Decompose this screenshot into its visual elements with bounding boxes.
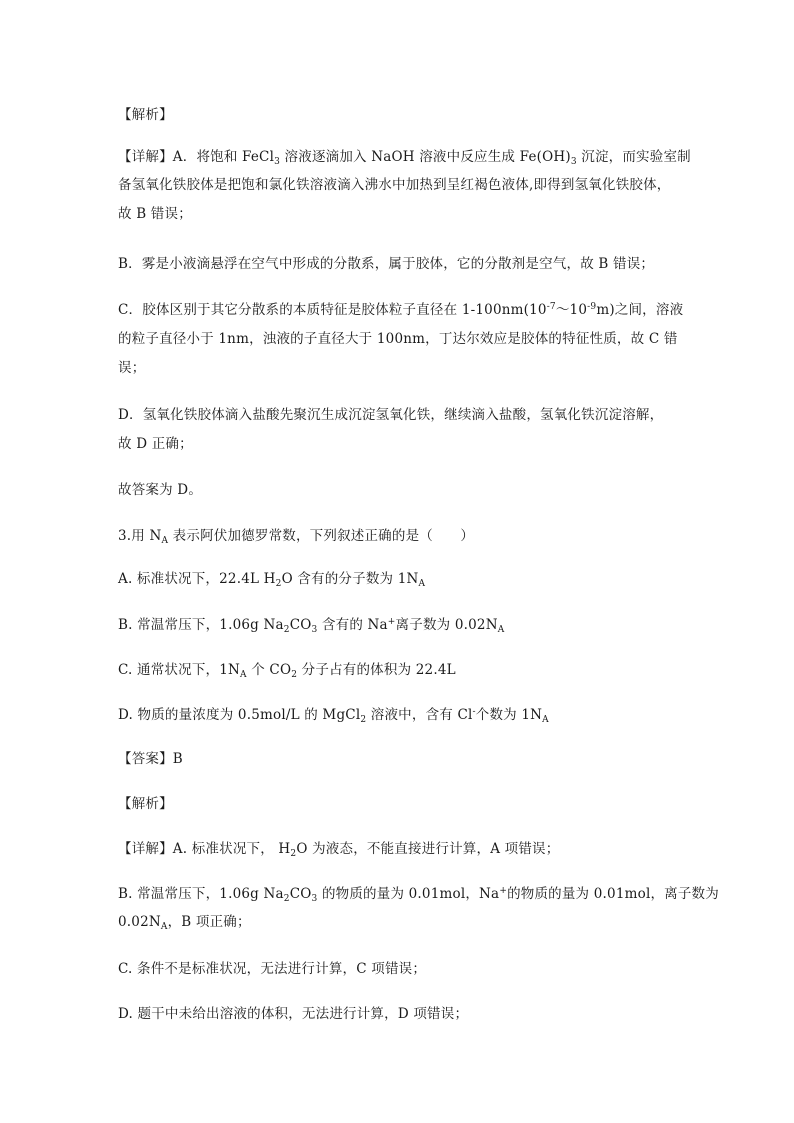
detail-a-line-3: 故 B 错误； <box>118 206 192 222</box>
detail-a-line-2: 备氢氧化铁胶体是把饱和氯化铁溶液滴入沸水中加热到呈红褐色液体,即得到氢氧化铁胶体， <box>118 177 671 193</box>
question-3-option-a: A. 标准状况下，22.4L $H_2O$ 含有的分子数为 $1N_A$ <box>118 571 426 589</box>
answer-line: 【答案】B <box>118 751 183 767</box>
question-3-option-d: D. 物质的量浓度为 0.5mol/L 的 MgCl$_2$ 溶液中，含有 Cl-个数为 $1N_A$ <box>118 707 549 725</box>
detail-d-line-2: 故 D 正确； <box>118 436 193 452</box>
conclusion: 故答案为 D。 <box>118 482 203 498</box>
explanation-b-line-1: B. 常温常压下，1.06g $Na_2CO_3$ 的物质的量为 0.01mol，Na+的物质的量为 0.01mol，离子数为 <box>118 886 719 904</box>
explanation-d: D. 题干中未给出溶液的体积，无法进行计算，D 项错误； <box>118 1006 469 1022</box>
detail-c-line-3: 误； <box>118 360 146 376</box>
explanation-a: 【详解】A. 标准状况下， $H_2O$ 为液态，不能直接进行计算，A 项错误； <box>118 841 560 859</box>
detail-b-line: B．雾是小液滴悬浮在空气中形成的分散系，属于胶体，它的分散剂是空气，故 B 错误； <box>118 256 655 272</box>
explanation-b-line-2: $0.02N_A$，B 项正确； <box>118 914 251 932</box>
detail-a-line-1: 【详解】A．将饱和 FeCl$_3$ 溶液逐滴加入 NaOH 溶液中反应生成 $Fe(OH)_3$ 沉淀，而实验室制 <box>118 149 691 167</box>
question-3-stem: 3.用 $N_A$ 表示阿伏加德罗常数，下列叙述正确的是（ ） <box>118 528 475 546</box>
question-3-option-b: B. 常温常压下，1.06g $Na_2CO_3$ 含有的 Na+离子数为 $0.02N_A$ <box>118 617 505 635</box>
detail-c-line-1: C．胶体区别于其它分散系的本质特征是胶体粒子直径在 $1-100nm(10^{-7}\sim 10^{-9}m)$之间，溶液 <box>118 302 684 318</box>
analysis-heading: 【解析】 <box>118 107 173 123</box>
explanation-c: C. 条件不是标准状况，无法进行计算，C 项错误； <box>118 961 427 977</box>
analysis-heading-2: 【解析】 <box>118 796 173 812</box>
question-3-option-c: C. 通常状况下，$1N_A$ 个 $CO_2$ 分子占有的体积为 22.4L <box>118 662 456 680</box>
detail-d-line-1: D．氢氧化铁胶体滴入盐酸先聚沉生成沉淀氢氧化铁，继续滴入盐酸，氢氧化铁沉淀溶解， <box>118 407 664 423</box>
detail-c-line-2: 的粒子直径小于 1nm，浊液的子直径大于 100nm，丁达尔效应是胶体的特征性质，故 C 错 <box>118 331 678 347</box>
